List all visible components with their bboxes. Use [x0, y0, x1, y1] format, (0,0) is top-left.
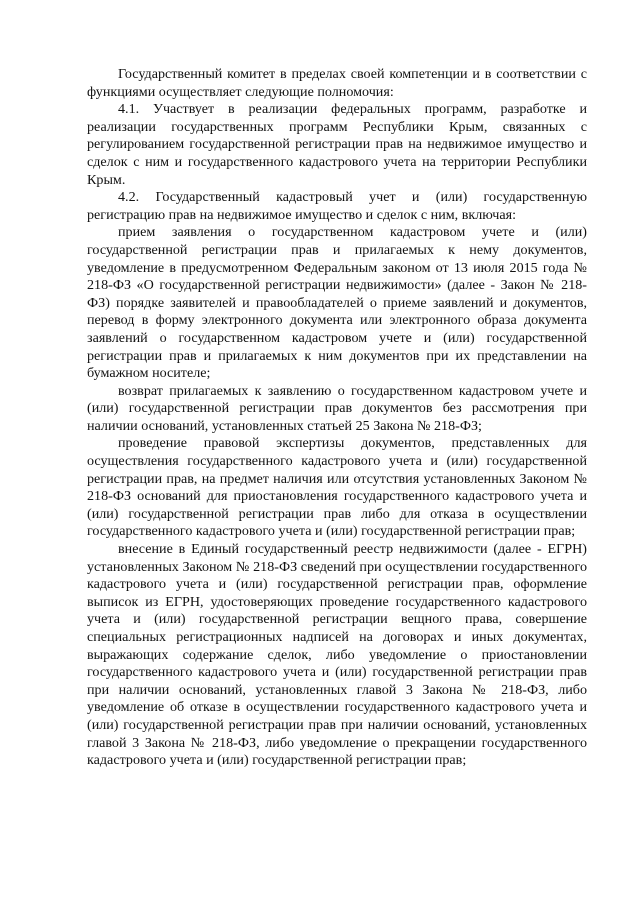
clause-4-1-paragraph: 4.1. Участвует в реализации федеральных программ, разработке и реализации государственных программ Республики Крым, связанных с регулированием государственной регистрации прав на недвижимое имущество и сделок с ним и государственного кадастрового учета на территории Республики Крым.	[87, 101, 587, 188]
legal-review-paragraph: проведение правовой экспертизы документов, представленных для осуществления государственного кадастрового учета и (или) государственной регистрации прав, на предмет наличия или отсутствия установленных Законом № 218-ФЗ оснований для приостановления государственного кадастрового учета и (или) государственной регистрации прав либо для отказа в осуществлении государственного кадастрового учета и (или) государственной регистрации прав;	[87, 435, 587, 540]
egrn-entry-paragraph: внесение в Единый государственный реестр недвижимости (далее - ЕГРН) установленных Законом № 218-ФЗ сведений при осуществлении государственного кадастрового учета и (или) государственной регистрации прав, оформление выписок из ЕГРН, удостоверяющих проведение государственного кадастрового учета и (или) государственной регистрации вещного права, совершение специальных регистрационных надписей на договорах и иных документах, выражающих содержание сделок, либо уведомление о приостановлении государственного кадастрового учета и (или) государственной регистрации прав при наличии оснований, установленных главой 3 Закона № 218-ФЗ, либо уведомление об отказе в осуществлении государственного кадастрового учета и (или) государственной регистрации прав при наличии оснований, установленных главой 3 Закона № 218-ФЗ, либо уведомление о прекращении государственного кадастрового учета и (или) государственной регистрации прав;	[87, 541, 587, 769]
document-page	[87, 66, 587, 770]
clause-4-2-paragraph: 4.2. Государственный кадастровый учет и (или) государственную регистрацию прав на недвижимое имущество и сделок с ним, включая:	[87, 189, 587, 223]
application-intake-paragraph: прием заявления о государственном кадастровом учете и (или) государственной регистрации прав и прилагаемых к нему документов, уведомление в предусмотренном Федеральным законом от 13 июля 2015 года № 218-ФЗ «О государственной регистрации недвижимости» (далее - Закон № 218-ФЗ) порядке заявителей и правообладателей о приеме заявлений и документов, перевод в форму электронного документа или электронного образа документа заявлений о государственном кадастровом учете и (или) государственной регистрации прав и прилагаемых к ним документов при их представлении на бумажном носителе;	[87, 224, 587, 382]
intro-paragraph: Государственный комитет в пределах своей компетенции и в соответствии с функциями осуществляет следующие полномочия:	[87, 66, 587, 100]
document-return-paragraph: возврат прилагаемых к заявлению о государственном кадастровом учете и (или) государственной регистрации прав документов без рассмотрения при наличии оснований, установленных статьей 25 Закона № 218-ФЗ;	[87, 382, 587, 434]
